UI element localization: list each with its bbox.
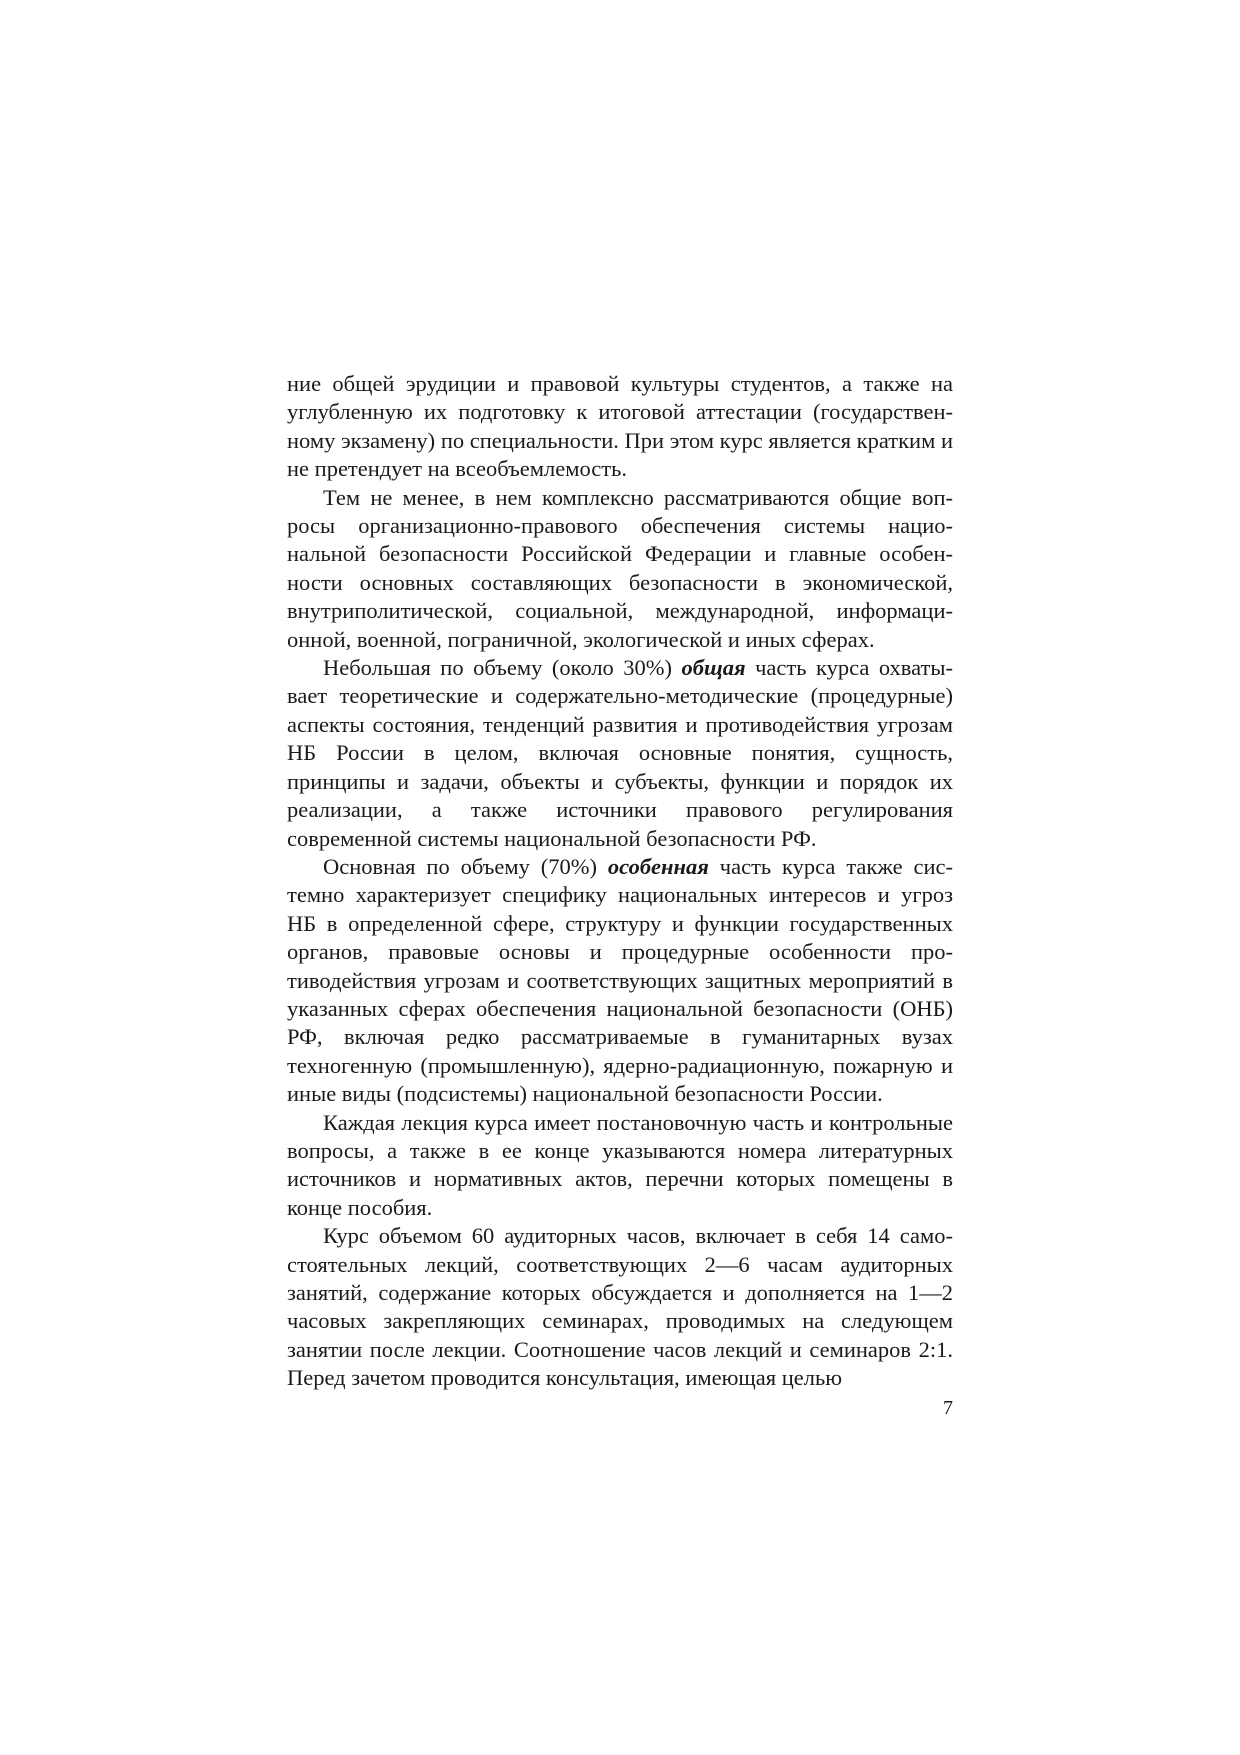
paragraph-5-text: Каждая лекция курса имеет постановочную часть и контрольные вопросы, а также в ее конце указываются номера литературных источников и нормативных актов, перечни которых помещены в конце пособия. [287, 1109, 953, 1220]
paragraph-4-text-end: часть курса также системно характеризует специфику национальных интересов и угроз НБ в определенной сфере, структуру и функции государственных органов, правовые основы и процедурные особенности противодействия угрозам и соответствующих защитных мероприятий в указанных сферах обеспечения национальной безопасности (ОНБ) РФ, включая редко рассматриваемые в гуманитарных вузах техногенную (промышленную), ядерно-радиационную, пожарную и иные виды (подсистемы) национальной безопасности России. [287, 853, 953, 1107]
paragraph-3-text-end: часть курса охватывает теоретические и содержательно-методические (процедурные) аспекты состояния, тенденций развития и противодействия угрозам НБ России в целом, включая основные понятия, сущность, принципы и задачи, объекты и субъекты, функции и порядок их реализации, а также источники правового регулирования современной системы национальной безопасности РФ. [287, 655, 953, 851]
paragraph-1-text: ние общей эрудиции и правовой культуры студентов, а также на углубленную их подготовку к итоговой аттестации (государственному экзамену) по специальности. При этом курс является кратким и не претендует на всеобъемлемость. [287, 371, 953, 482]
page-number: 7 [943, 1397, 953, 1419]
paragraph-1 [287, 370, 953, 484]
paragraph-6 [287, 1222, 953, 1392]
paragraph-2-text: Тем не менее, в нем комплексно рассматриваются общие вопросы организационно-правового обеспечения системы национальной безопасности Российской Федерации и главные особенности основных составляющих безопасности в экономической, внутриполитической, социальной, международной, информационной, военной, пограничной, экологической и иных сферах. [287, 484, 953, 652]
paragraph-6-text: Курс объемом 60 аудиторных часов, включает в себя 14 самостоятельных лекций, соответствующих 2—6 часам аудиторных занятий, содержание которых обсуждается и дополняется на 1—2 часовых закрепляющих семинарах, проводимых на следующем занятии после лекции. Соотношение часов лекций и семинаров 2:1. Перед зачетом проводится консультация, имеющая целью [287, 1223, 953, 1391]
paragraph-3 [287, 654, 953, 853]
paragraph-5 [287, 1109, 953, 1223]
paragraph-4-text-start: Основная по объему (70%) [323, 853, 608, 879]
page-body [287, 370, 953, 1393]
paragraph-2 [287, 484, 953, 654]
emphasis-special-part: особенная [607, 853, 709, 879]
paragraph-3-text-start: Небольшая по объему (около 30%) [323, 655, 682, 681]
emphasis-general-part: общая [681, 655, 746, 681]
paragraph-4 [287, 853, 953, 1109]
